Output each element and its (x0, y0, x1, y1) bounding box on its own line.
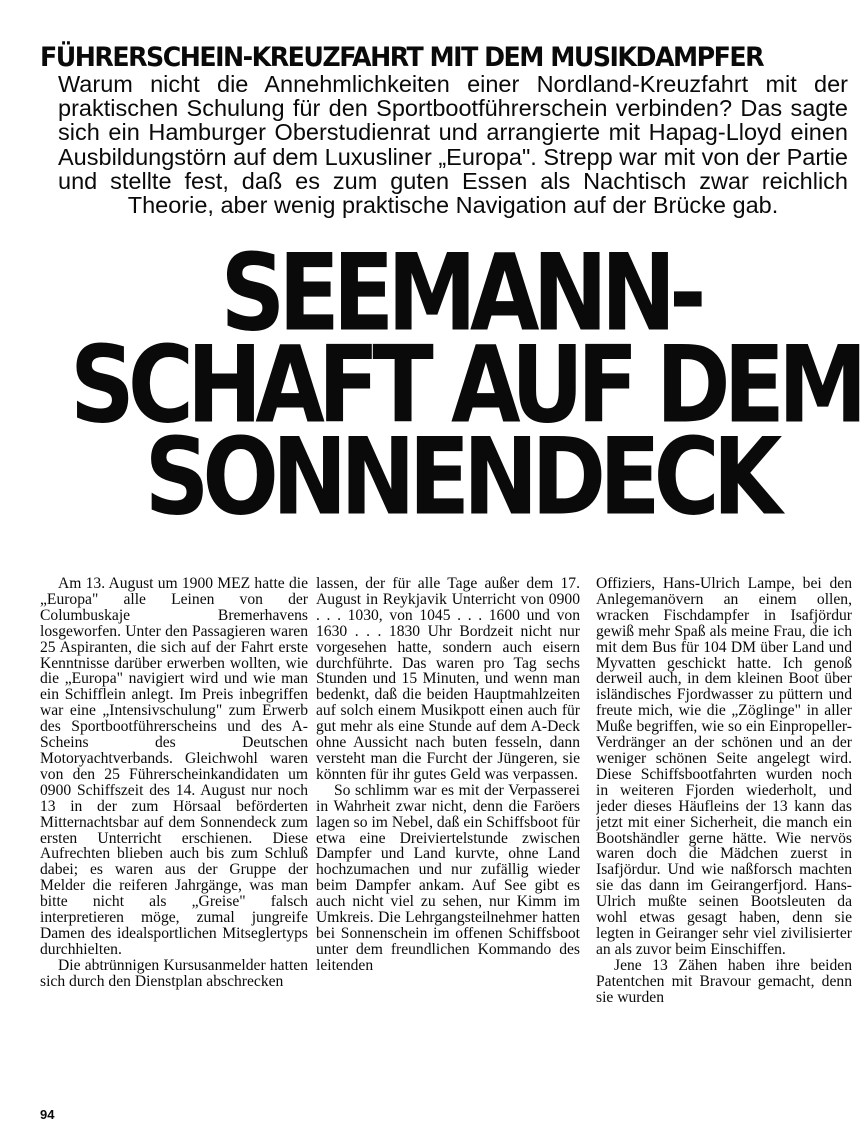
body-column-2 (316, 576, 580, 1124)
headline-line-3: SONNENDECK (144, 415, 776, 540)
body-paragraph: Offiziers, Hans-Ulrich Lampe, bei den Anlegemanövern an einem ollen, wracken Fischdampfer in Isafjördur gewiß mehr Spaß als meine Frau, die ich mit dem Bus für 104 DM über Land und Myvatten geschickt hatte. Ich genoß derweil auch, in dem kleinen Boot über isländisches Fjordwasser zu püttern und freute mich, wie die „Zöglinge" in aller Muße begriffen, wie so ein Einpropeller-Verdränger an der schönen und an der weniger schönen Seite angelegt wird. Diese Schiffsbootfahrten wurden noch in weiteren Fjorden wiederholt, und jeder dieses Häufleins der 13 kann das jetzt mit einer Sicherheit, die manch ein Bootshändler gerne hätte. Wie nervös waren doch die Mädchen zuerst in Isafjördur. Und wie naßforsch machten sie das dann im Geirangerfjord. Hans-Ulrich mußte seinen Bootsleuten da wohl etwas gesagt haben, denn sie legten in Geiranger sehr viel zivilisierter an als zuvor beim Einschiffen. (596, 576, 852, 958)
body-paragraph: So schlimm war es mit der Verpasserei in Wahrheit zwar nicht, denn die Faröers lagen so im Nebel, daß ein Schiffsboot für etwa eine Dreiviertelstunde zwischen Dampfer und Land kurvte, ohne Land hochzumachen und nur zufällig wieder beim Dampfer ankam. Auf See gibt es auch nicht viel zu sehen, nur Kimm im Umkreis. Die Lehrgangsteilnehmer hatten bei Sonnenschein im offenen Schiffsboot unter dem freundlichen Kommando des leitenden (316, 781, 580, 974)
headline-line-1: SEEMANN- (220, 231, 700, 356)
intro-paragraph: Warum nicht die Annehmlichkeiten einer Nordland-Kreuzfahrt mit der praktischen Schulung für den Sportbootführerschein verbinden? Das sagte sich ein Hamburger Oberstudienrat und arrangierte mit Hapag-Lloyd einen Ausbildungstörn auf dem Luxusliner „Europa". Strepp war mit von der Partie und stellte fest, daß es zum guten Essen als Nachtisch zwar reichlich Theorie, aber wenig praktische Navigation auf der Brücke gab. (58, 71, 848, 219)
main-headline (70, 231, 861, 540)
body-column-1 (40, 576, 308, 1124)
page-number: 94 (40, 1107, 55, 1122)
body-paragraph: Am 13. August um 1900 MEZ hatte die „Europa" alle Leinen von der Columbuskaje Bremerhavens losgeworfen. Unter den Passagieren waren 25 Aspiranten, die sich auf der Fahrt erste Kenntnisse darüber erwerben wollten, wie die „Europa" navigiert wird und wie man ein Schifflein anlegt. Im Preis inbegriffen war eine „Intensivschulung" zum Erwerb des Sportbootführerscheins und des A-Scheins des Deutschen Motoryachtverbands. Gleichwohl waren von den 25 Führerscheinkandidaten um 0900 Schiffszeit des 14. August nur noch 13 in der zum Hörsaal beförderten Mitternachtsbar auf dem Sonnendeck zum ersten Unterricht erschienen. Diese Aufrechten blieben auch bis zum Schluß dabei; es waren aus der Gruppe der Melder die reiferen Jahrgänge, was man bitte nicht als „Greise" falsch interpretieren möge, zumal jungreife Damen des idealsportlichen Mitseglertyps durchhielten. (40, 576, 308, 958)
body-paragraph: Jene 13 Zähen haben ihre beiden Patentchen mit Bravour gemacht, denn sie wurden (596, 956, 852, 1006)
body-paragraph: Die abtrünnigen Kursusanmelder hatten sich durch den Dienstplan abschrecken (40, 956, 308, 990)
kicker-heading: FÜHRERSCHEIN-KREUZFAHRT MIT DEM MUSIKDAMPFER (40, 42, 764, 73)
body-column-3 (596, 576, 852, 1124)
body-paragraph: lassen, der für alle Tage außer dem 17. August in Reykjavik Unterricht von 0900 . . . 1030, von 1045 . . . 1600 und von 1630 . . . 1830 Uhr Bordzeit nicht nur vorgesehen hatte, sondern auch eisern durchführte. Das waren pro Tag sechs Stunden und 15 Minuten, und wenn man bedenkt, daß die beiden Hauptmahlzeiten auf solch einem Musikpott einen auch für gut mehr als eine Stunde auf dem A-Deck ohne Aussicht nach buten fesseln, dann versteht man die Furcht der Jüngeren, sie könnten für ihr gutes Geld was verpassen. (316, 576, 580, 783)
headline-line-2: SCHAFT AUF DEM (70, 323, 861, 448)
